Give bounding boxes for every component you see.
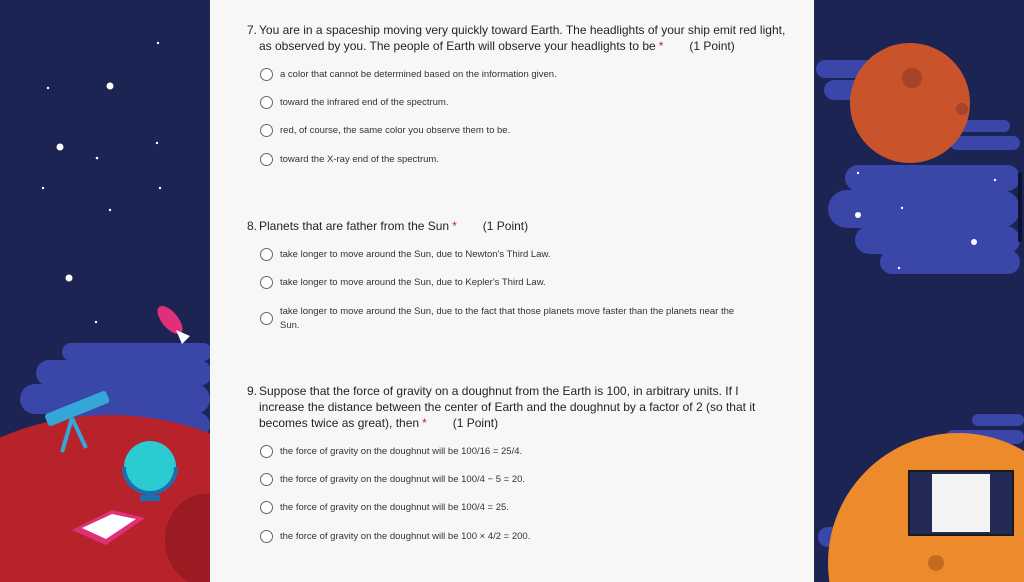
option-q7-3[interactable] <box>260 124 760 138</box>
radio-button[interactable] <box>260 312 273 325</box>
page-scrollbar[interactable] <box>1018 172 1022 242</box>
option-label: the force of gravity on the doughnut will be 100/4 − 5 = 20. <box>280 474 526 485</box>
rocket <box>153 302 190 344</box>
question-number: 8. <box>247 219 258 233</box>
option-q9-2[interactable] <box>260 473 760 487</box>
option-label: the force of gravity on the doughnut will be 100/4 = 25. <box>280 502 509 513</box>
option-q7-2[interactable] <box>260 96 760 110</box>
radio-button[interactable] <box>260 530 273 543</box>
radio-button[interactable] <box>260 248 273 261</box>
quiz-form <box>210 0 814 582</box>
required-marker: * <box>452 219 457 233</box>
radio-button[interactable] <box>260 445 273 458</box>
option-q9-4[interactable] <box>260 530 760 544</box>
window-thumbnail-preview[interactable] <box>908 470 1014 536</box>
option-label: toward the infrared end of the spectrum. <box>280 97 449 108</box>
option-q7-1[interactable] <box>260 68 760 82</box>
option-q8-1[interactable] <box>260 248 760 262</box>
option-label: toward the X-ray end of the spectrum. <box>280 154 439 165</box>
question-9 <box>247 383 787 542</box>
points-label: (1 Point) <box>482 219 529 233</box>
question-text: You are in a spaceship moving very quickly toward Earth. The headlights of your ship emit red light, as observed by you. The people of Earth will observe your headlights to be <box>259 23 786 53</box>
option-label: red, of course, the same color you observe them to be. <box>280 125 511 136</box>
question-number: 9. <box>247 384 258 398</box>
question-number: 7. <box>247 23 258 37</box>
radio-button[interactable] <box>260 501 273 514</box>
radio-button[interactable] <box>260 276 273 289</box>
required-marker: * <box>658 39 664 53</box>
option-q8-2[interactable] <box>260 276 760 290</box>
option-q8-3[interactable] <box>260 305 750 333</box>
radio-button[interactable] <box>260 96 273 109</box>
option-label: take longer to move around the Sun, due to Newton's Third Law. <box>280 249 551 260</box>
required-marker: * <box>422 416 427 430</box>
radio-button[interactable] <box>260 473 273 486</box>
option-q9-1[interactable] <box>260 445 760 459</box>
question-7 <box>247 22 787 165</box>
option-q9-3[interactable] <box>260 501 760 515</box>
question-text: Suppose that the force of gravity on a doughnut from the Earth is 100, in arbitrary units. If I increase the distance between the center of Earth and the doughnut by a factor of 2 (so that it becomes twice as great), then <box>259 384 756 430</box>
option-label: take longer to move around the Sun, due to Kepler's Third Law. <box>280 277 546 288</box>
question-8 <box>247 218 787 331</box>
option-label: the force of gravity on the doughnut will be 100 × 4/2 = 200. <box>280 531 531 542</box>
radio-button[interactable] <box>260 153 273 166</box>
moon <box>850 43 970 163</box>
option-label: take longer to move around the Sun, due to the fact that those planets move faster than the planets near the Sun. <box>280 306 735 331</box>
question-text: Planets that are father from the Sun <box>259 219 450 233</box>
points-label: (1 Point) <box>689 39 735 53</box>
option-label: the force of gravity on the doughnut will be 100/16 = 25/4. <box>280 446 523 457</box>
points-label: (1 Point) <box>452 416 499 430</box>
option-label: a color that cannot be determined based on the information given. <box>280 69 557 80</box>
radio-button[interactable] <box>260 124 273 137</box>
radio-button[interactable] <box>260 68 273 81</box>
option-q7-4[interactable] <box>260 153 760 167</box>
